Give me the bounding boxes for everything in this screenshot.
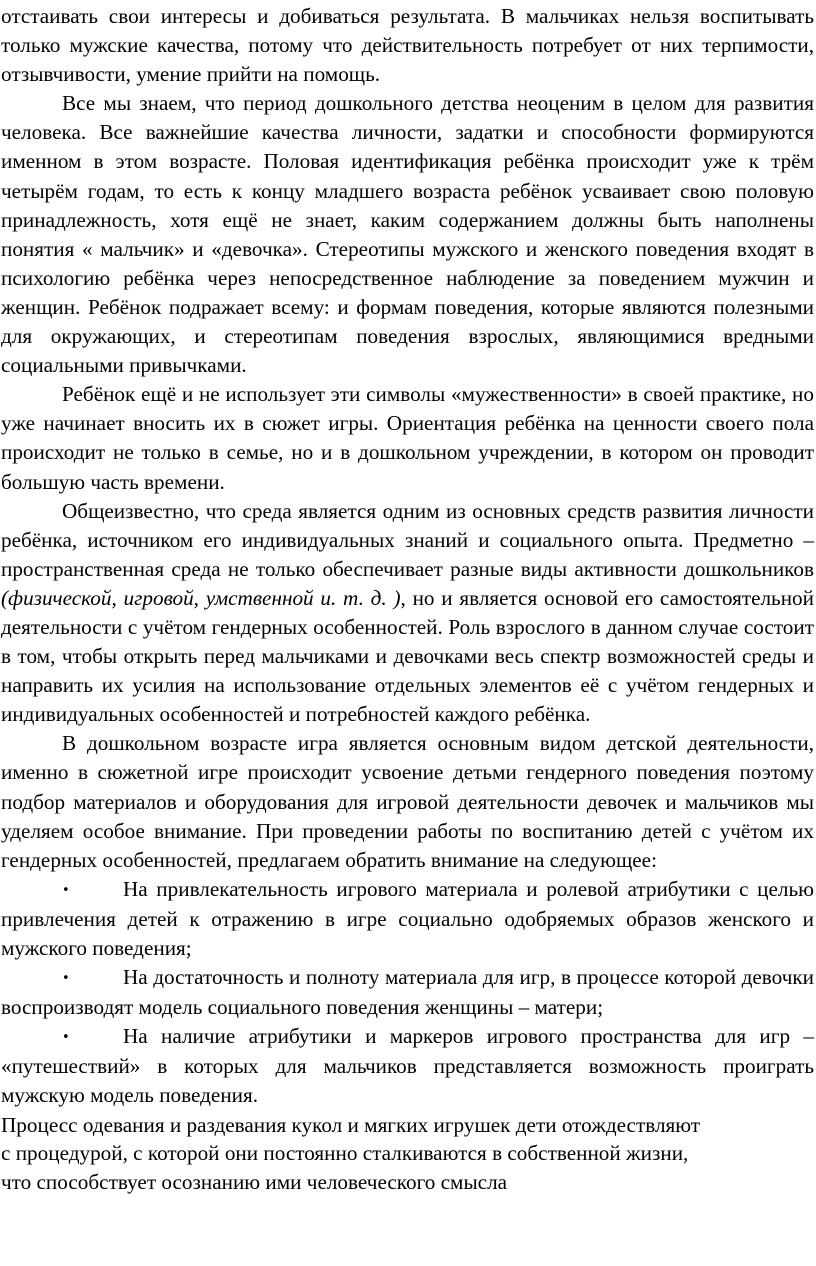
paragraph-text: отстаивать свои интересы и добиваться результата. В мальчиках нельзя воспитывать только мужские качества, потому что действительность потребует от них терпимости, отзывчивости, умение прийти на помощь. xyxy=(1,4,814,87)
closing-line-1: Процесс одевания и раздевания кукол и мягких игрушек дети отождествляют xyxy=(1,1112,701,1137)
list-item-text: На привлекательность игрового материала и ролевой атрибутики с целью привлечения детей к отражению в игре социально одобряемых образов женского и мужского поведения; xyxy=(1,876,814,960)
paragraph-masculinity-symbols: Ребёнок ещё и не использует эти символы «мужественности» в своей практике, но уже начинает вносить их в сюжет игры. Ориентация ребёнка на ценности своего пола происходит не только в семье, но и в дошкольном учреждении, в котором он проводит большую часть времени. xyxy=(1,382,814,494)
closing-line-2: с процедурой, с которой они постоянно сталкиваются в собственной жизни, xyxy=(1,1141,689,1166)
bullet-icon: • xyxy=(62,971,70,987)
list-item xyxy=(1,1022,814,1110)
list-item-text: На наличие атрибутики и маркеров игрового пространства для игр – «путешествий» в которых для мальчиков представляется возможность проиграть мужскую модель поведения. xyxy=(1,1024,814,1108)
list-item xyxy=(1,875,814,963)
paragraph-environment-italic: (физической, игровой, умственной и. т. д. ) xyxy=(1,585,401,610)
bullet-icon: • xyxy=(62,882,70,898)
paragraph-game-activity: В дошкольном возрасте игра является основным видом детской деятельности, именно в сюжетной игре происходит усвоение детьми гендерного поведения поэтому подбор материалов и оборудования для игровой деятельности девочек и мальчиков мы уделяем особое внимание. При проведении работы по воспитанию детей с учётом их гендерных особенностей, предлагаем обратить внимание на следующее: xyxy=(1,731,814,872)
bullet-icon: • xyxy=(62,1030,70,1046)
list-item-text: На достаточность и полноту материала для игр, в процессе которой девочки воспроизводят модель социального поведения женщины – матери; xyxy=(1,965,814,1020)
paragraph-preschool-period: Все мы знаем, что период дошкольного детства неоценим в целом для развития человека. Все важнейшие качества личности, задатки и способности формируются именном в этом возрасте. Половая идентификация ребёнка происходит уже к трём четырём годам, то есть к концу младшего возраста ребёнок усваивает свою половую принадлежность, хотя ещё не знает, каким содержанием должны быть наполнены понятия « мальчик» и «девочка». Стереотипы мужского и женского поведения входят в психологию ребёнка через непосредственное наблюдение за поведением мужчин и женщин. Ребёнок подражает всему: и формам поведения, которые являются полезными для окружающих, и стереотипам поведения взрослых, являющимися вредными социальными привычками. xyxy=(1,91,814,378)
paragraph-environment xyxy=(1,497,814,730)
paragraph-continuation xyxy=(1,2,814,89)
list-item xyxy=(1,963,814,1022)
paragraph-environment-text-before: Общеизвестно, что среда является одним из основных средств развития личности ребёнка, источником его индивидуальных знаний и социального опыта. Предметно – пространственная среда не только обеспечивает разные виды активности дошкольников xyxy=(1,498,814,581)
closing-line-3: что способствует осознанию ими человеческого смысла xyxy=(1,1170,508,1195)
closing-paragraph xyxy=(1,1111,814,1197)
paragraph-environment-text-after: , но и является основой его самостоятельной деятельности с учётом гендерных особенностей. Роль взрослого в данном случае состоит в том, чтобы открыть перед мальчиками и девочками весь спектр возможностей среды и направить их усилия на использование отдельных элементов её с учётом гендерных и индивидуальных особенностей и потребностей каждого ребёнка. xyxy=(1,585,814,727)
